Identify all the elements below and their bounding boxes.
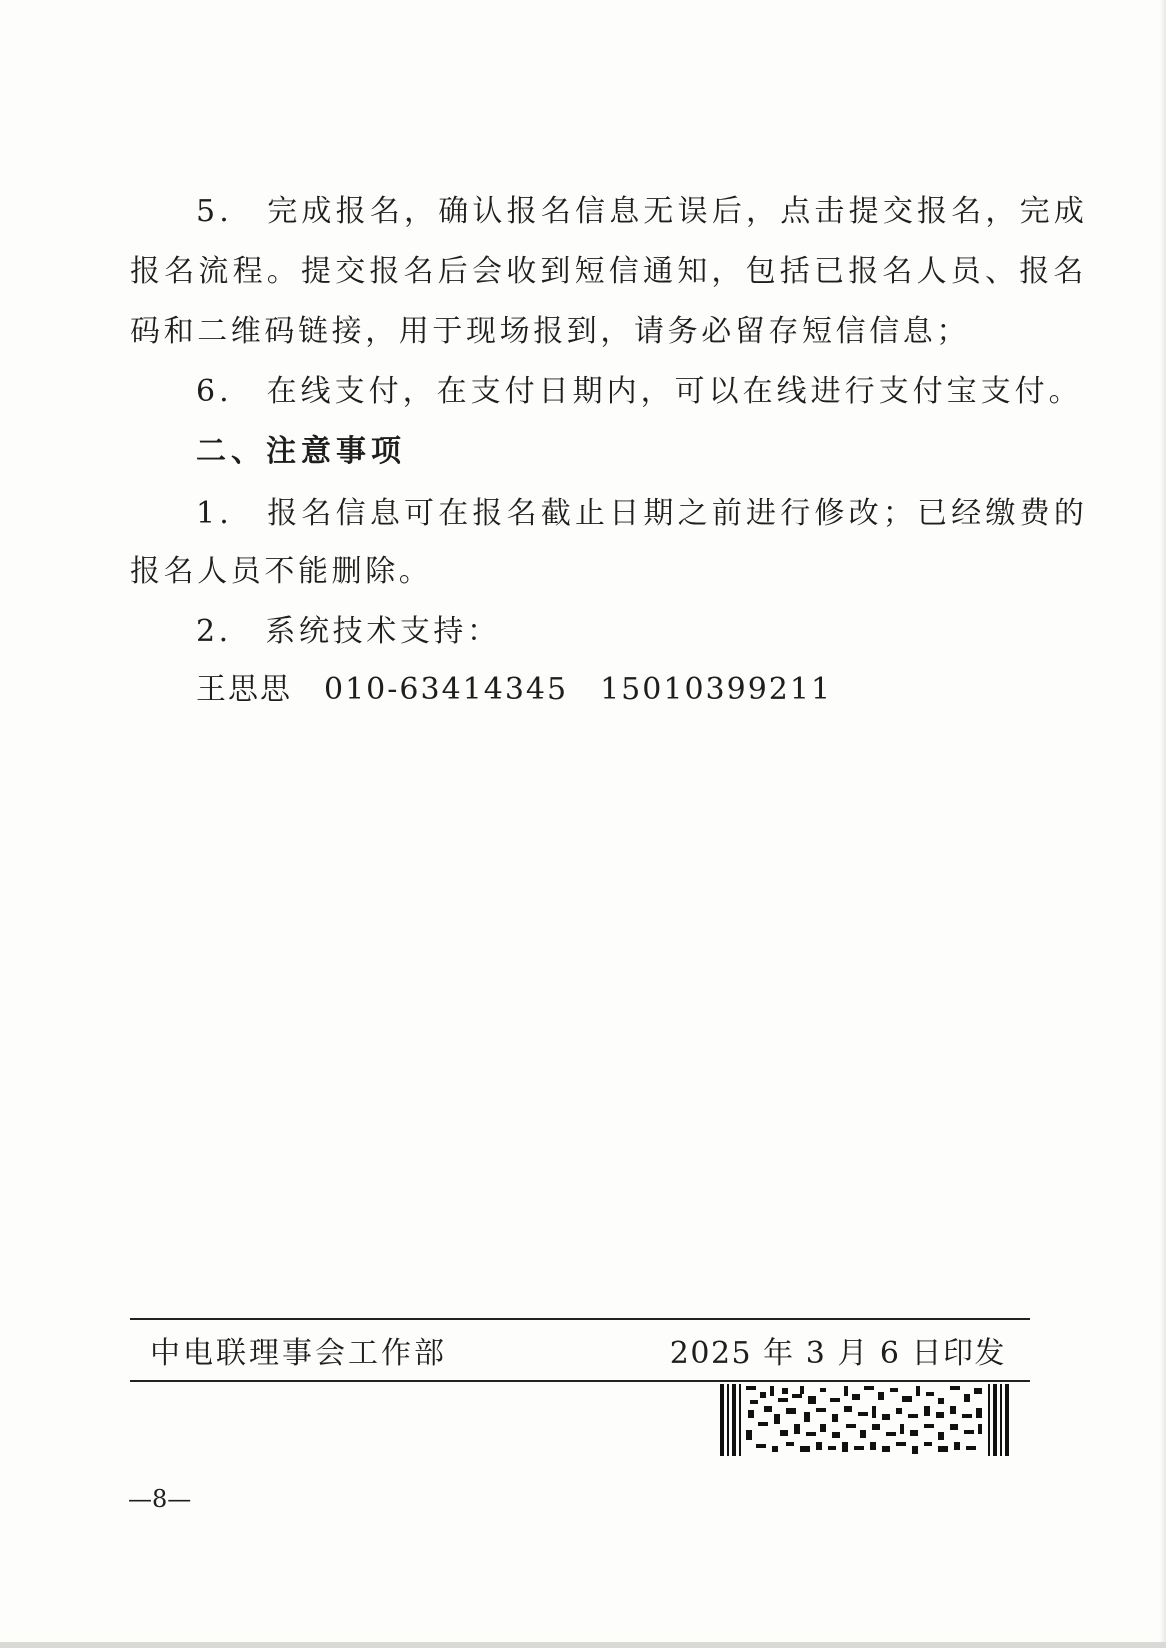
print-date: 2025 年 3 月 6 日印发 bbox=[669, 1336, 1006, 1371]
page-number: —8— bbox=[128, 1485, 192, 1513]
contact-line: 王思思 010-63414345 15010399211 bbox=[196, 672, 833, 707]
issuer: 中电联理事会工作部 bbox=[150, 1336, 447, 1371]
step-5-line-1: 5. 完成报名，确认报名信息无误后，点击提交报名，完成 bbox=[196, 194, 1089, 229]
scan-bottom-band bbox=[0, 1642, 1166, 1648]
section-heading: 二、注意事项 bbox=[196, 434, 406, 469]
step-5-line-2: 报名流程。提交报名后会收到短信通知，包括已报名人员、报名 bbox=[130, 254, 1088, 289]
scan-right-edge bbox=[1160, 0, 1166, 1648]
footer-top-rule bbox=[130, 1318, 1030, 1320]
note-2-line: 2. 系统技术支持： bbox=[196, 614, 501, 649]
step-5-line-3: 码和二维码链接，用于现场报到，请务必留存短信信息； bbox=[130, 314, 970, 349]
footer-bottom-rule bbox=[130, 1380, 1030, 1382]
barcode-icon bbox=[720, 1384, 1010, 1456]
step-6-line: 6. 在线支付，在支付日期内，可以在线进行支付宝支付。 bbox=[196, 374, 1083, 409]
note-1-line-2: 报名人员不能删除。 bbox=[130, 554, 433, 589]
note-1-line-1: 1. 报名信息可在报名截止日期之前进行修改；已经缴费的 bbox=[196, 496, 1089, 531]
